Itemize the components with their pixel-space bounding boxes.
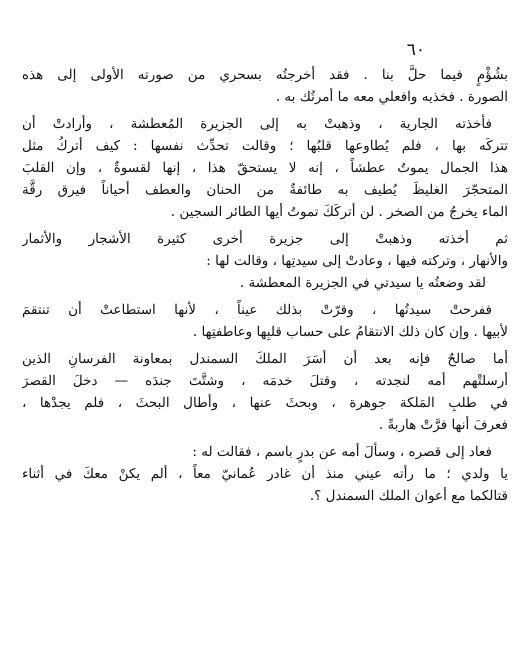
text-line: فعرفَ أنها فرَّتْ هاربةً .	[378, 417, 508, 433]
text-line: لقد وضعتُه يا سيدتي في الجزيرة المعطشة .	[239, 275, 486, 291]
text-line: لأبيها . وإن كان ذلك الانتقامُ على حساب قلبِها وعاطفتِها .	[192, 324, 508, 340]
text-line: والأنهار ، وتركته فيها ، وعادتْ إلى سيدتِها ، وقالت لها :	[206, 253, 508, 269]
text-line: بشُؤْمٍ فيما حلَّ بنا . فقد أخرجتُه بسحري من صورته الأولى إلى هذه	[22, 67, 508, 83]
text-line: أما صالحٌ فإنه بعد أن أسَرَ الملكَ السمندل بمعاونة الفرسانِ الذين	[22, 351, 508, 367]
text-line: تتركَه بها ، فلم يُطاوعها قلبُها ؛ وقالت تحدِّث نفسها : كيف أتركُ مثل	[22, 138, 508, 154]
text-line: فأخذته الجارية ، وذهبتْ به إلى الجزيرة المُعطشة ، وأرادتْ أن	[22, 116, 492, 132]
text-line: في طلبِ المَلكة جوهرة ، وبحثَ عنها ، وأطال البحثَ ، فلم يجدْها ،	[22, 395, 508, 411]
text-line: أرسلتْهم أمه لنجدته ، وقتلَ خدمَه ، وشتَّتَ جندَه — دخلَ القصرَ	[22, 373, 508, 389]
text-line: الصورة . فخذيه وافعلي معه ما أمرتُك به .	[275, 89, 508, 105]
text-line: هذا الجمال يموتُ عطشاً ، إنه لا يستحقّ هذا ، إنها لقسوةٌ ، وإن القلبَ	[22, 160, 508, 176]
body-text	[22, 64, 508, 507]
text-line: ثم أخذته وذهبتْ إلى جزيرة أخرى كثيرة الأشجار والأثمار	[22, 231, 508, 247]
text-line: فعاد إلى قصره ، وسألَ أمه عن بدرٍ باسم ، فقالت له :	[192, 444, 492, 460]
text-line: المتحجّرَ الغليظَ يُطيف به طائفةٌ من الحنان والعطف أحياناً فيرق رقَّة	[22, 182, 508, 198]
text-line: قتالكما مع أعوان الملك السمندل ؟.	[309, 488, 508, 504]
text-line: ففرحتْ سيدتُها ، وقرّتْ بذلك عيناً ، لأنها استطاعتْ أن تنتقمَ	[22, 302, 492, 318]
text-line: يا ولدي ؛ ما رأته عيني منذ أن غادر عُمانيّ معاً ، ألم يكنْ معكَ في أثناء	[22, 466, 508, 482]
text-line: الماء يخرجُ من الصخر . لن أتركَكَ تموتُ أيها الطائر السجين .	[170, 204, 508, 220]
page-number: ٦٠	[406, 40, 425, 60]
